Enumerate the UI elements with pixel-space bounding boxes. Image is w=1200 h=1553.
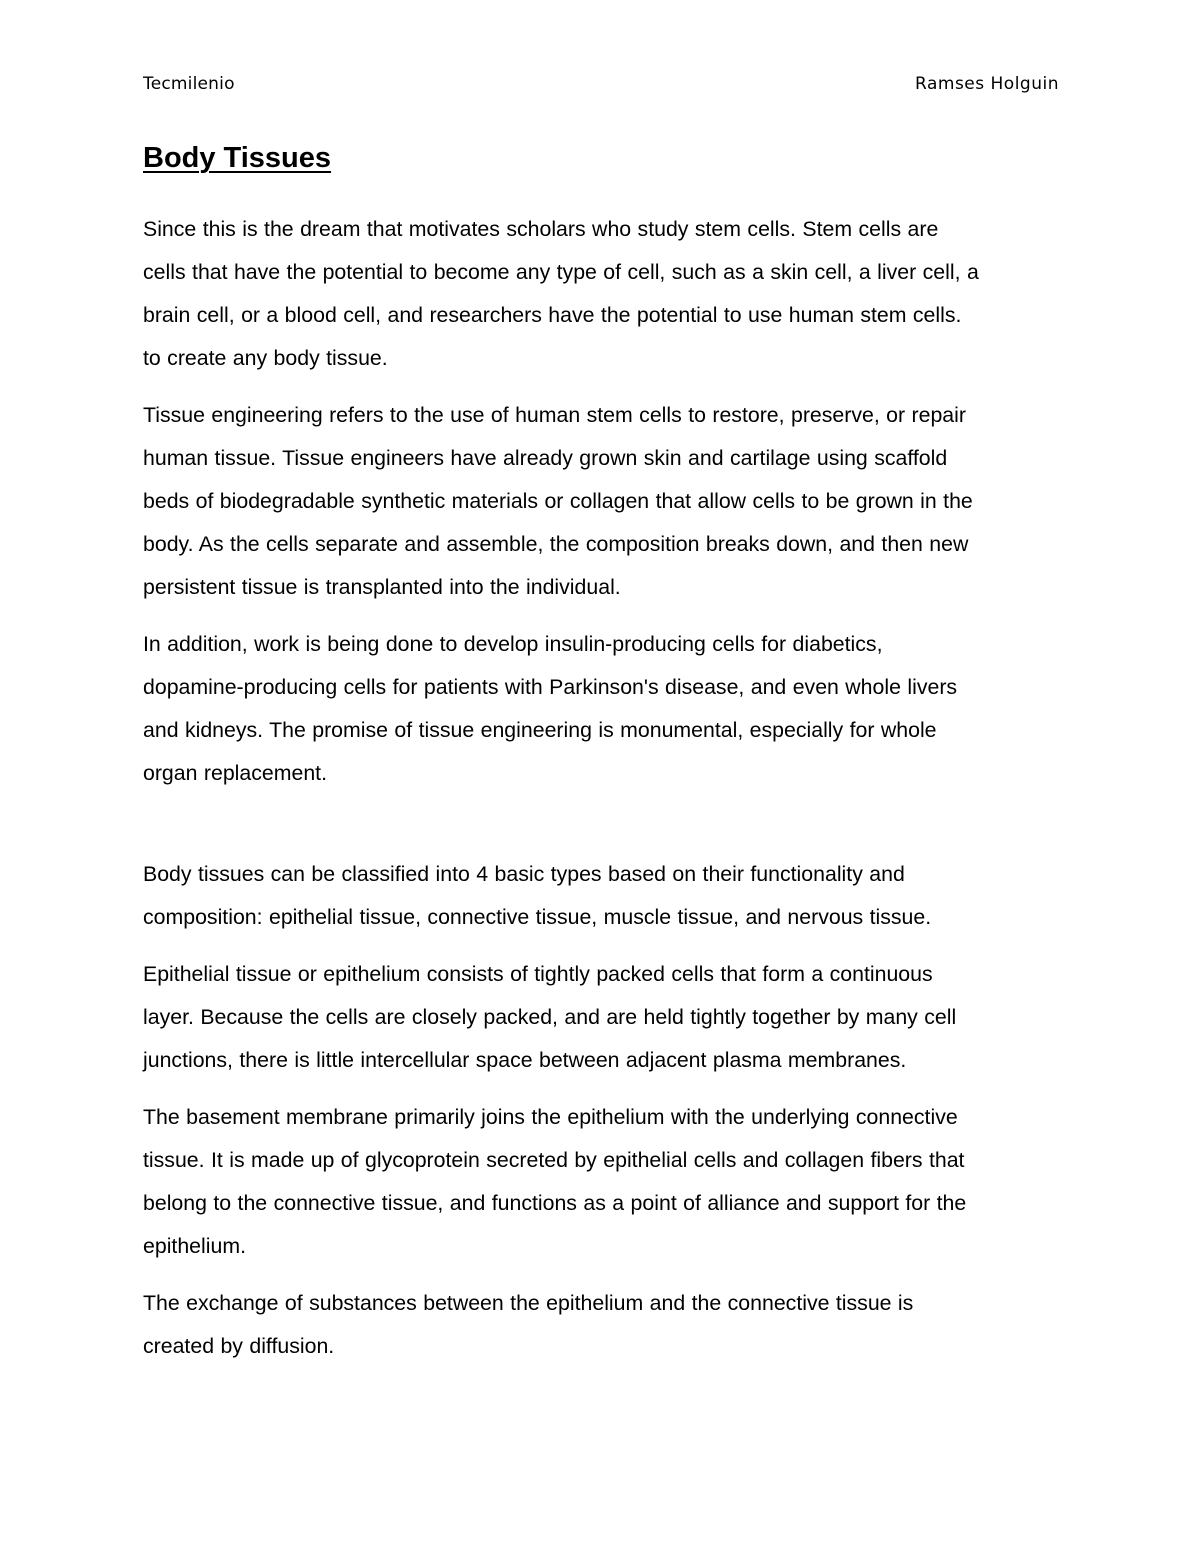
paragraph-line: The exchange of substances between the epithelium and the connective tissue is [143, 1291, 914, 1315]
paragraph-line: junctions, there is little intercellular space between adjacent plasma membranes. [143, 1048, 907, 1072]
paragraph-line: composition: epithelial tissue, connective tissue, muscle tissue, and nervous tissue. [143, 905, 932, 929]
paragraph-line: created by diffusion. [143, 1334, 335, 1358]
blank-line [143, 809, 1058, 853]
paragraph-line: and kidneys. The promise of tissue engineering is monumental, especially for whole [143, 718, 937, 742]
paragraph-basement-membrane [143, 1096, 1058, 1268]
paragraph-line: Since this is the dream that motivates scholars who study stem cells. Stem cells are [143, 217, 939, 241]
paragraph-line: brain cell, or a blood cell, and researchers have the potential to use human stem cells. [143, 303, 962, 327]
paragraph-line: layer. Because the cells are closely packed, and are held tightly together by many cell [143, 1005, 957, 1029]
paragraph-tissue-types [143, 853, 1058, 939]
document-title: Body Tissues [143, 142, 332, 174]
document-body [143, 208, 1058, 1382]
paragraph-line: Tissue engineering refers to the use of human stem cells to restore, preserve, or repair [143, 403, 966, 427]
paragraph-line: epithelium. [143, 1234, 246, 1258]
header-institution: Tecmilenio [143, 74, 235, 94]
paragraph-line: tissue. It is made up of glycoprotein secreted by epithelial cells and collagen fibers that [143, 1148, 965, 1172]
paragraph-line: to create any body tissue. [143, 346, 388, 370]
paragraph-line: organ replacement. [143, 761, 327, 785]
paragraph-line: In addition, work is being done to develop insulin-producing cells for diabetics, [143, 632, 883, 656]
paragraph-line: The basement membrane primarily joins the epithelium with the underlying connective [143, 1105, 958, 1129]
paragraph-insulin-cells [143, 623, 1058, 795]
paragraph-line: belong to the connective tissue, and functions as a point of alliance and support for the [143, 1191, 967, 1215]
paragraph-line: persistent tissue is transplanted into the individual. [143, 575, 621, 599]
header-author: Ramses Holguin [915, 74, 1059, 94]
paragraph-line: dopamine-producing cells for patients with Parkinson's disease, and even whole livers [143, 675, 958, 699]
paragraph-line: body. As the cells separate and assemble, the composition breaks down, and then new [143, 532, 969, 556]
paragraph-line: Body tissues can be classified into 4 basic types based on their functionality and [143, 862, 905, 886]
paragraph-stem-cells [143, 208, 1058, 380]
paragraph-line: human tissue. Tissue engineers have already grown skin and cartilage using scaffold [143, 446, 948, 470]
paragraph-diffusion [143, 1282, 1058, 1368]
paragraph-line: Epithelial tissue or epithelium consists of tightly packed cells that form a continuous [143, 962, 933, 986]
paragraph-line: cells that have the potential to become any type of cell, such as a skin cell, a liver cell, a [143, 260, 979, 284]
paragraph-line: beds of biodegradable synthetic materials or collagen that allow cells to be grown in the [143, 489, 973, 513]
paragraph-tissue-engineering [143, 394, 1058, 609]
paragraph-epithelial-tissue [143, 953, 1058, 1082]
